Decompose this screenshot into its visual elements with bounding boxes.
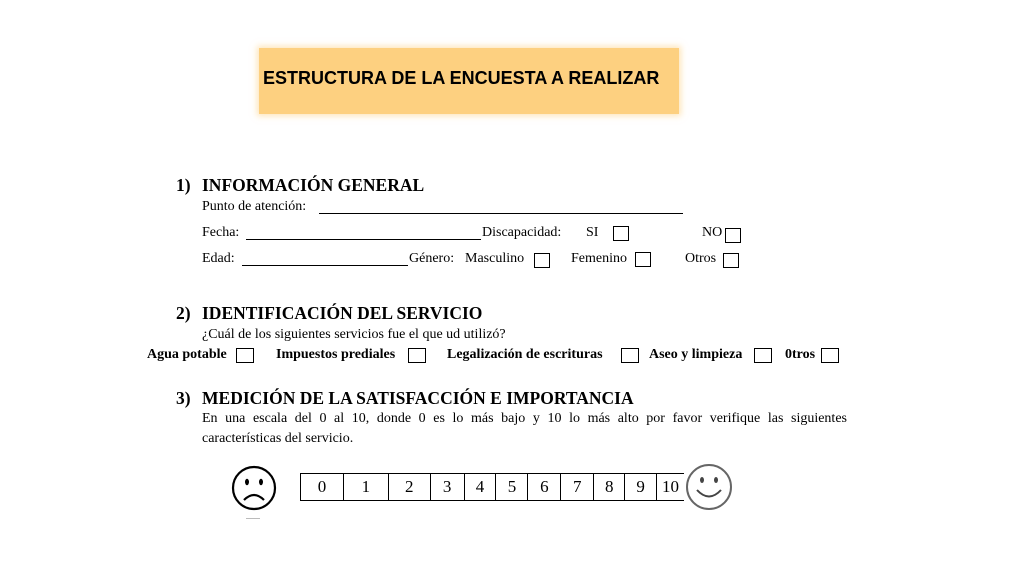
punto-label: Punto de atención: (202, 199, 307, 214)
otros-label: Otros (685, 251, 717, 266)
section2-title: IDENTIFICACIÓN DEL SERVICIO (202, 303, 483, 323)
scale-option-5[interactable]: 5 (496, 474, 528, 500)
service-impuestos-label: Impuestos prediales (276, 347, 396, 362)
femenino-checkbox[interactable] (635, 252, 651, 267)
discapacidad-label: Discapacidad: (482, 225, 562, 240)
service-question: ¿Cuál de los siguientes servicios fue el que ud utilizó? (202, 327, 506, 342)
no-checkbox[interactable] (725, 228, 741, 243)
service-otros-checkbox[interactable] (821, 348, 839, 363)
scale-option-6[interactable]: 6 (528, 474, 561, 500)
scale-option-1[interactable]: 1 (344, 474, 389, 500)
scale-option-0[interactable]: 0 (301, 474, 344, 500)
scale-option-9[interactable]: 9 (625, 474, 657, 500)
service-agua-label: Agua potable (147, 347, 227, 362)
scale-option-8[interactable]: 8 (594, 474, 625, 500)
section1-number: 1) (176, 175, 191, 195)
fecha-input-line[interactable] (246, 239, 481, 240)
service-aseo-label: Aseo y limpieza (649, 347, 743, 362)
decorative-mark (246, 518, 260, 519)
service-aseo-checkbox[interactable] (754, 348, 772, 363)
section1-title: INFORMACIÓN GENERAL (202, 175, 425, 195)
edad-input-line[interactable] (242, 265, 408, 266)
satisfaction-scale (300, 473, 684, 501)
punto-input-line[interactable] (319, 213, 683, 214)
section2-number: 2) (176, 303, 191, 323)
section3-number: 3) (176, 388, 191, 408)
service-impuestos-checkbox[interactable] (408, 348, 426, 363)
scale-option-2[interactable]: 2 (389, 474, 431, 500)
scale-option-4[interactable]: 4 (465, 474, 497, 500)
femenino-label: Femenino (571, 251, 627, 266)
si-label: SI (586, 225, 599, 240)
service-legalizacion-checkbox[interactable] (621, 348, 639, 363)
scale-option-7[interactable]: 7 (561, 474, 594, 500)
scale-option-3[interactable]: 3 (431, 474, 465, 500)
scale-instructions-line2: características del servicio. (202, 431, 354, 446)
no-label: NO (702, 225, 723, 240)
otros-checkbox[interactable] (723, 253, 739, 268)
genero-label: Género: (409, 251, 455, 266)
fecha-label: Fecha: (202, 225, 240, 240)
masculino-label: Masculino (465, 251, 525, 266)
sad-face-icon (230, 464, 278, 512)
section3-title: MEDICIÓN DE LA SATISFACCIÓN E IMPORTANCIA (202, 388, 634, 408)
scale-instructions-line1: En una escala del 0 al 10, donde 0 es lo más bajo y 10 lo más alto por favor verifique las siguientes (202, 411, 847, 426)
happy-face-icon (684, 462, 734, 512)
si-checkbox[interactable] (613, 226, 629, 241)
service-agua-checkbox[interactable] (236, 348, 254, 363)
edad-label: Edad: (202, 251, 235, 266)
scale-option-10[interactable]: 10 (662, 477, 680, 496)
service-legalizacion-label: Legalización de escrituras (447, 347, 603, 362)
page-title: ESTRUCTURA DE LA ENCUESTA A REALIZAR (263, 68, 660, 88)
masculino-checkbox[interactable] (534, 253, 550, 268)
service-otros-label: 0tros (785, 347, 816, 362)
